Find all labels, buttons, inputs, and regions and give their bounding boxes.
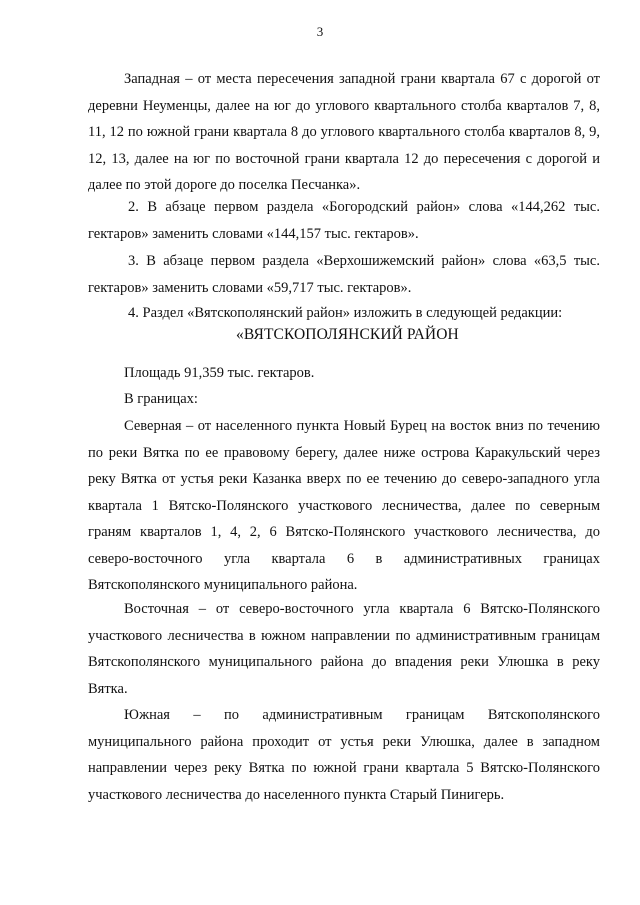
page-number: 3 — [316, 24, 324, 39]
paragraph-item-4: 4. Раздел «Вятскополянский район» изложить в следующей редакции: — [128, 305, 563, 321]
borders-intro: В границах: — [124, 391, 198, 407]
paragraph-eastern-border: Восточная – от северо-восточного угла квартала 6 Вятско-Полянского участкового лесничества в южном направлении по административным границам Вятскополянского муниципального района до впадения реки Улюшка в реку Вятка. — [88, 601, 600, 697]
paragraph-northern-border: Северная – от населенного пункта Новый Бурец на восток вниз по течению по реки Вятка по ее правовому берегу, далее ниже острова Каракульский через реку Вятка от устья реки Казанка вверх по ее течению до северо-западного угла квартала 1 Вятско-Полянского участкового лесничества, далее по северным граням кварталов 1, 4, 2, 6 Вятско-Полянского участкового лесничества, до северо-восточного угла квартала 6 в административных границах Вятскополянского муниципального района. — [88, 418, 600, 593]
paragraph-southern-border: Южная – по административным границам Вятскополянского муниципального района проходит от устья реки Улюшка, далее в западном направлении через реку Вятка по южной грани квартала 5 Вятско-Полянского участкового лесничества до населенного пункта Старый Пинигерь. — [88, 707, 600, 803]
paragraph-western-border: Западная – от места пересечения западной грани квартала 67 с дорогой от деревни Неуменцы, далее на юг до углового квартального столба кварталов 7, 8, 11, 12 по южной грани квартала 8 до углового квартального столба кварталов 8, 9, 12, 13, далее на юг по восточной грани квартала 12 до пересечения с дорогой и далее по этой дороге до поселка Песчанка». — [88, 71, 600, 193]
area-statement: Площадь 91,359 тыс. гектаров. — [124, 365, 315, 381]
section-heading: «ВЯТСКОПОЛЯНСКИЙ РАЙОН — [236, 326, 459, 343]
paragraph-item-3: 3. В абзаце первом раздела «Верхошижемский район» слова «63,5 тыс. гектаров» заменить словами «59,717 тыс. гектаров». — [88, 253, 600, 296]
paragraph-item-2: 2. В абзаце первом раздела «Богородский район» слова «144,262 тыс. гектаров» заменить словами «144,157 тыс. гектаров». — [88, 199, 600, 242]
